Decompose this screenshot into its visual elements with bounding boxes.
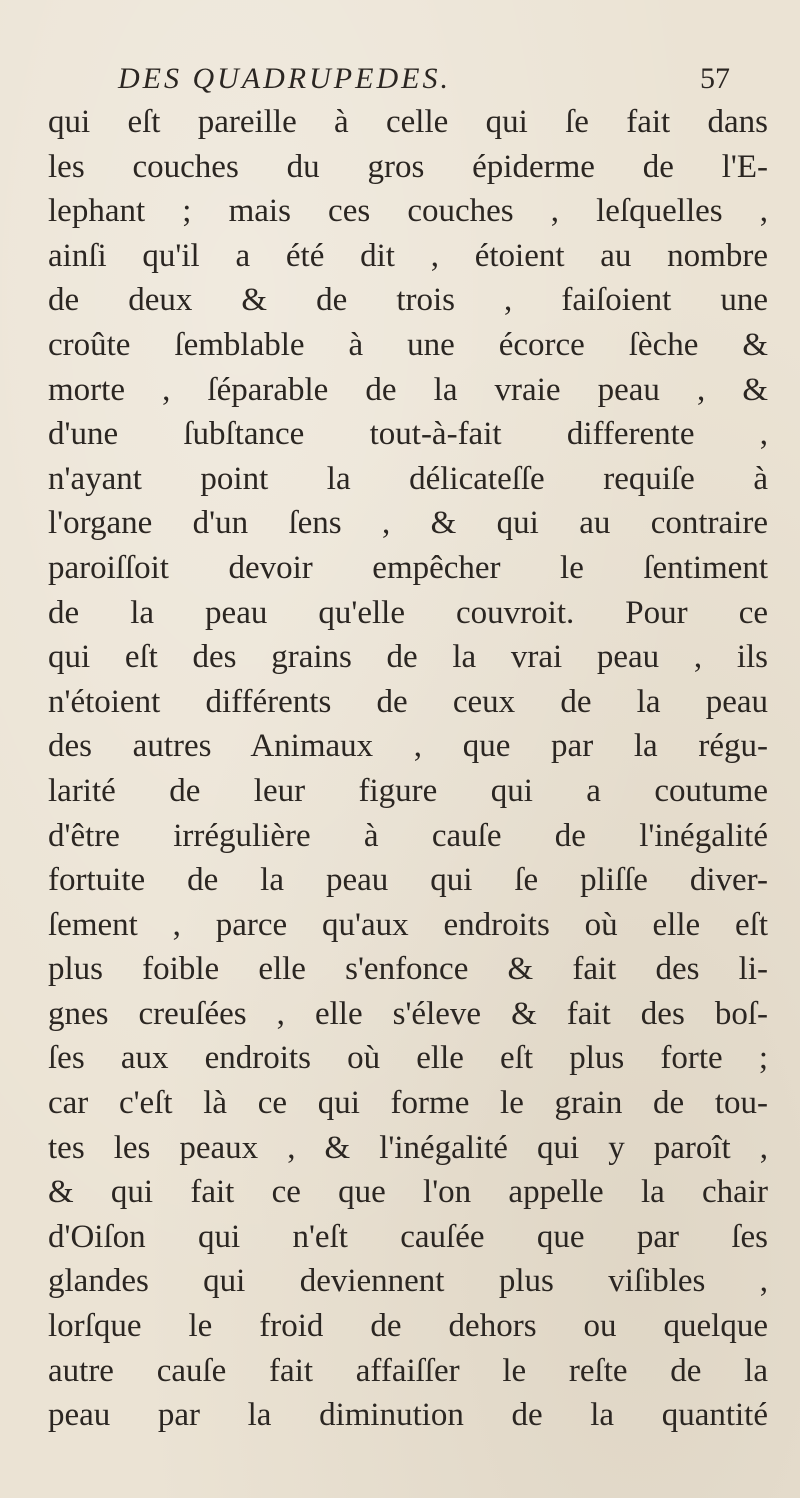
text-line: des autres Animaux , que par la régu- [48, 728, 768, 765]
text-line: gnes creuſées , elle s'éleve & fait des boſ- [48, 995, 768, 1032]
text-line: n'étoient différents de ceux de la peau [48, 683, 768, 720]
text-line: l'organe d'un ſens , & qui au contraire [48, 505, 768, 542]
text-line: tes les peaux , & l'inégalité qui y paroît , [48, 1129, 768, 1166]
text-line: ſes aux endroits où elle eſt plus forte ; [48, 1040, 768, 1077]
body-text [48, 100, 768, 1438]
text-line: qui eſt des grains de la vrai peau , ils [48, 639, 768, 676]
text-line: ſement , parce qu'aux endroits où elle eſt [48, 906, 768, 943]
text-line: plus foible elle s'enfonce & fait des li- [48, 951, 768, 988]
running-title: DES QUADRUPEDES. [118, 62, 451, 95]
text-line: ainſi qu'il a été dit , étoient au nombre [48, 237, 768, 274]
text-line: n'ayant point la délicateſſe requiſe à [48, 460, 768, 497]
text-line: d'être irrégulière à cauſe de l'inégalité [48, 817, 768, 854]
text-line: lephant ; mais ces couches , leſquelles , [48, 193, 768, 230]
text-line: lorſque le froid de dehors ou quelque [48, 1308, 768, 1345]
text-line: d'une ſubſtance tout-à-fait differente , [48, 416, 768, 453]
text-line: fortuite de la peau qui ſe pliſſe diver- [48, 862, 768, 899]
text-line: peau par la diminution de la quantité [48, 1397, 768, 1434]
text-line: morte , ſéparable de la vraie peau , & [48, 371, 768, 408]
text-line: glandes qui deviennent plus viſibles , [48, 1263, 768, 1300]
text-line: de la peau qu'elle couvroit. Pour ce [48, 594, 768, 631]
text-line: & qui fait ce que l'on appelle la chair [48, 1174, 768, 1211]
text-line: d'Oiſon qui n'eſt cauſée que par ſes [48, 1218, 768, 1255]
text-line: qui eſt pareille à celle qui ſe fait dans [48, 104, 768, 140]
text-line: les couches du gros épiderme de l'E- [48, 148, 768, 185]
text-line: autre cauſe fait affaiſſer le reſte de la [48, 1352, 768, 1389]
text-line: car c'eſt là ce qui forme le grain de tou- [48, 1085, 768, 1122]
page-number: 57 [700, 62, 730, 95]
text-line: de deux & de trois , faiſoient une [48, 282, 768, 319]
text-line: croûte ſemblable à une écorce ſèche & [48, 326, 768, 363]
text-line: paroiſſoit devoir empêcher le ſentiment [48, 549, 768, 586]
running-header [118, 62, 730, 98]
text-line: larité de leur figure qui a coutume [48, 772, 768, 809]
